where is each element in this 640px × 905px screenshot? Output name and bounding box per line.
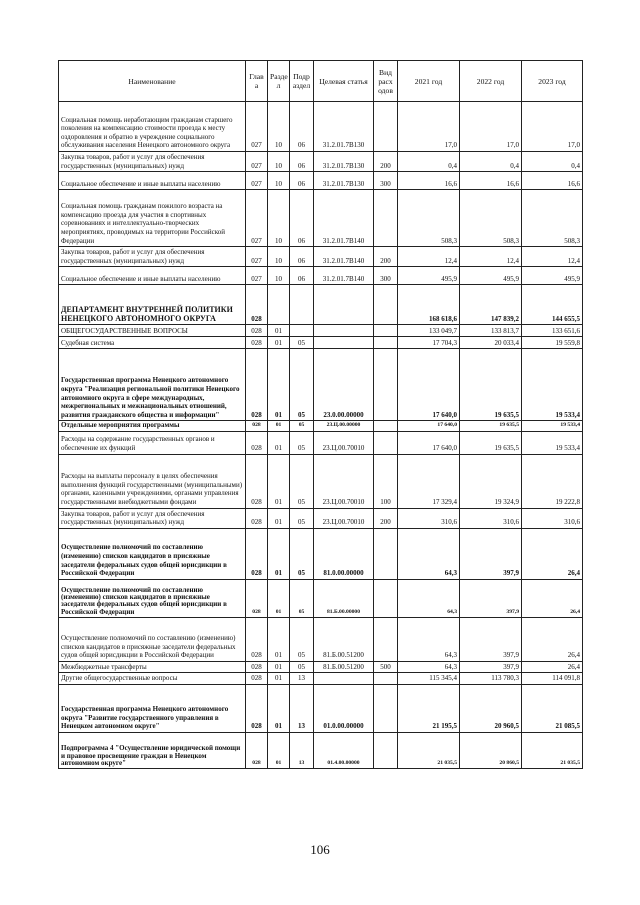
cell-article: 31.2.01.7В140 xyxy=(314,247,374,267)
cell-razdel: 10 xyxy=(268,190,290,247)
cell-2022: 20 960,5 xyxy=(460,684,522,732)
cell-podrazdel: 06 xyxy=(290,190,314,247)
header-glava: Глав а xyxy=(246,61,268,102)
cell-2021: 12,4 xyxy=(398,247,460,267)
cell-name: ДЕПАРТАМЕНТ ВНУТРЕННЕЙ ПОЛИТИКИ НЕНЕЦКОГО АВТОНОМНОГО ОКРУГА xyxy=(59,285,246,325)
cell-2023: 26,4 xyxy=(522,661,583,673)
cell-2023: 19 559,8 xyxy=(522,337,583,349)
table-row xyxy=(59,349,583,421)
table-row xyxy=(59,673,583,685)
header-2023: 2023 год xyxy=(522,61,583,102)
table-row xyxy=(59,337,583,349)
cell-glava: 028 xyxy=(246,285,268,325)
cell-glava: 027 xyxy=(246,152,268,172)
cell-vid: 200 xyxy=(374,508,398,528)
cell-glava: 028 xyxy=(246,684,268,732)
cell-razdel: 01 xyxy=(268,325,290,337)
cell-razdel: 10 xyxy=(268,102,290,152)
cell-2023: 19 533,4 xyxy=(522,349,583,421)
cell-glava: 028 xyxy=(246,528,268,579)
header-2022: 2022 год xyxy=(460,61,522,102)
cell-razdel: 10 xyxy=(268,172,290,190)
cell-podrazdel: 06 xyxy=(290,267,314,285)
cell-vid xyxy=(374,617,398,661)
cell-article: 81.Б.00.51200 xyxy=(314,617,374,661)
cell-2022: 20 860,5 xyxy=(460,732,522,768)
cell-vid xyxy=(374,190,398,247)
cell-article: 23.Ц.00.70010 xyxy=(314,508,374,528)
cell-2022: 495,9 xyxy=(460,267,522,285)
cell-vid: 200 xyxy=(374,247,398,267)
cell-2022: 113 780,3 xyxy=(460,673,522,685)
cell-razdel: 01 xyxy=(268,579,290,617)
cell-2021: 21 195,5 xyxy=(398,684,460,732)
cell-article: 23.0.00.00000 xyxy=(314,349,374,421)
cell-2023: 26,4 xyxy=(522,528,583,579)
cell-2023: 12,4 xyxy=(522,247,583,267)
table-row xyxy=(59,285,583,325)
cell-vid xyxy=(374,528,398,579)
cell-2022: 397,9 xyxy=(460,617,522,661)
table-row xyxy=(59,454,583,508)
cell-podrazdel xyxy=(290,285,314,325)
cell-glava: 028 xyxy=(246,617,268,661)
table-row xyxy=(59,102,583,152)
table-row xyxy=(59,247,583,267)
cell-2022: 17,0 xyxy=(460,102,522,152)
cell-2023: 144 655,5 xyxy=(522,285,583,325)
cell-glava: 027 xyxy=(246,267,268,285)
cell-name: Закупка товаров, работ и услуг для обеспечения государственных (муниципальных) нужд xyxy=(59,508,246,528)
header-razdel: Разде л xyxy=(268,61,290,102)
table-row xyxy=(59,508,583,528)
cell-2022: 0,4 xyxy=(460,152,522,172)
cell-vid: 500 xyxy=(374,661,398,673)
cell-2022: 397,9 xyxy=(460,528,522,579)
cell-2023: 19 222,8 xyxy=(522,454,583,508)
cell-article xyxy=(314,673,374,685)
cell-2022: 19 635,5 xyxy=(460,349,522,421)
cell-razdel: 01 xyxy=(268,421,290,431)
header-article: Целевая статья xyxy=(314,61,374,102)
cell-vid xyxy=(374,431,398,454)
table-row xyxy=(59,661,583,673)
table-row xyxy=(59,528,583,579)
cell-glava: 028 xyxy=(246,337,268,349)
cell-vid xyxy=(374,579,398,617)
cell-razdel: 10 xyxy=(268,152,290,172)
cell-podrazdel xyxy=(290,325,314,337)
cell-vid: 100 xyxy=(374,454,398,508)
cell-glava: 028 xyxy=(246,454,268,508)
cell-2022: 16,6 xyxy=(460,172,522,190)
cell-2022: 133 813,7 xyxy=(460,325,522,337)
cell-2022: 147 839,2 xyxy=(460,285,522,325)
cell-article: 31.2.01.7В130 xyxy=(314,172,374,190)
cell-name: Осуществление полномочий по составлению (изменению) списков кандидатов в присяжные заседатели федеральных судов общей юрисдикции в Российской Федерации xyxy=(59,579,246,617)
cell-2021: 168 618,6 xyxy=(398,285,460,325)
cell-2021: 0,4 xyxy=(398,152,460,172)
cell-glava: 028 xyxy=(246,349,268,421)
cell-razdel: 10 xyxy=(268,247,290,267)
cell-2022: 19 635,5 xyxy=(460,431,522,454)
cell-2022: 19 635,5 xyxy=(460,421,522,431)
cell-2023: 26,4 xyxy=(522,617,583,661)
cell-name: Межбюджетные трансферты xyxy=(59,661,246,673)
cell-2021: 64,3 xyxy=(398,579,460,617)
cell-glava: 028 xyxy=(246,732,268,768)
cell-article: 81.Б.00.51200 xyxy=(314,661,374,673)
cell-razdel: 01 xyxy=(268,617,290,661)
cell-name: Закупка товаров, работ и услуг для обеспечения государственных (муниципальных) нужд xyxy=(59,152,246,172)
cell-2023: 21 035,5 xyxy=(522,732,583,768)
table-row xyxy=(59,617,583,661)
cell-glava: 028 xyxy=(246,431,268,454)
cell-name: Социальная помощь гражданам пожилого возраста на компенсацию проезда для участия в спортивных соревнованиях и интеллектуально-творческих мероприятиях, проводимых на территории Российской Федерации xyxy=(59,190,246,247)
cell-glava: 027 xyxy=(246,247,268,267)
cell-2021: 17 640,0 xyxy=(398,421,460,431)
budget-table-container xyxy=(58,60,583,769)
table-row xyxy=(59,267,583,285)
cell-podrazdel: 05 xyxy=(290,508,314,528)
cell-podrazdel: 05 xyxy=(290,528,314,579)
cell-name: Государственная программа Ненецкого автономного округа "Реализация региональной политики Ненецкого автономного округа в сфере международных, межрегиональных и межнациональных отношений, развития гражданского общества и информации" xyxy=(59,349,246,421)
cell-2022: 397,9 xyxy=(460,661,522,673)
cell-podrazdel: 05 xyxy=(290,337,314,349)
cell-2022: 20 033,4 xyxy=(460,337,522,349)
cell-article: 31.2.01.7В140 xyxy=(314,267,374,285)
cell-razdel xyxy=(268,285,290,325)
cell-razdel: 01 xyxy=(268,349,290,421)
table-row xyxy=(59,190,583,247)
cell-glava: 028 xyxy=(246,579,268,617)
cell-vid xyxy=(374,337,398,349)
cell-article: 01.0.00.00000 xyxy=(314,684,374,732)
cell-vid xyxy=(374,325,398,337)
cell-article: 31.2.01.7В130 xyxy=(314,152,374,172)
cell-glava: 028 xyxy=(246,508,268,528)
cell-name: Социальное обеспечение и иные выплаты населению xyxy=(59,172,246,190)
cell-name: Отдельные мероприятия программы xyxy=(59,421,246,431)
cell-2021: 21 035,5 xyxy=(398,732,460,768)
cell-glava: 027 xyxy=(246,190,268,247)
page-number: 106 xyxy=(310,842,330,857)
table-row xyxy=(59,152,583,172)
table-row xyxy=(59,325,583,337)
cell-vid: 200 xyxy=(374,152,398,172)
cell-2021: 16,6 xyxy=(398,172,460,190)
cell-vid: 300 xyxy=(374,267,398,285)
cell-2023: 508,3 xyxy=(522,190,583,247)
cell-article: 81.Б.00.00000 xyxy=(314,579,374,617)
cell-2023: 16,6 xyxy=(522,172,583,190)
cell-article xyxy=(314,325,374,337)
cell-2022: 397,9 xyxy=(460,579,522,617)
cell-2021: 17,0 xyxy=(398,102,460,152)
cell-name: Социальная помощь неработающим гражданам старшего поколения на компенсацию стоимости проезда к месту оздоровления и обратно в учреждение социального обслуживания населения Ненецкого автономного округа xyxy=(59,102,246,152)
cell-podrazdel: 13 xyxy=(290,673,314,685)
cell-2023: 26,4 xyxy=(522,579,583,617)
cell-vid: 300 xyxy=(374,172,398,190)
cell-2021: 64,3 xyxy=(398,661,460,673)
cell-name: ОБЩЕГОСУДАРСТВЕННЫЕ ВОПРОСЫ xyxy=(59,325,246,337)
cell-name: Государственная программа Ненецкого автономного округа "Развитие государственного управления в Ненецком автономном округе" xyxy=(59,684,246,732)
table-row xyxy=(59,579,583,617)
cell-glava: 027 xyxy=(246,172,268,190)
cell-podrazdel: 06 xyxy=(290,247,314,267)
cell-article: 81.0.00.00000 xyxy=(314,528,374,579)
cell-podrazdel: 05 xyxy=(290,431,314,454)
cell-2022: 19 324,9 xyxy=(460,454,522,508)
cell-vid xyxy=(374,421,398,431)
cell-2021: 17 329,4 xyxy=(398,454,460,508)
cell-glava: 028 xyxy=(246,421,268,431)
cell-glava: 028 xyxy=(246,661,268,673)
budget-table xyxy=(58,60,583,769)
header-vid: Вид расх одов xyxy=(374,61,398,102)
cell-razdel: 01 xyxy=(268,431,290,454)
cell-name: Осуществление полномочий по составлению (изменению) списков кандидатов в присяжные заседатели федеральных судов общей юрисдикции в Российской Федерации xyxy=(59,617,246,661)
cell-name: Расходы на содержание государственных органов и обеспечение их функций xyxy=(59,431,246,454)
cell-2021: 17 640,0 xyxy=(398,349,460,421)
cell-article: 31.2.01.7В140 xyxy=(314,190,374,247)
cell-razdel: 10 xyxy=(268,267,290,285)
cell-2023: 114 091,8 xyxy=(522,673,583,685)
cell-2022: 12,4 xyxy=(460,247,522,267)
cell-vid xyxy=(374,684,398,732)
cell-2022: 508,3 xyxy=(460,190,522,247)
cell-razdel: 01 xyxy=(268,337,290,349)
table-row xyxy=(59,732,583,768)
cell-article: 31.2.01.7В130 xyxy=(314,102,374,152)
cell-2021: 508,3 xyxy=(398,190,460,247)
cell-2023: 0,4 xyxy=(522,152,583,172)
cell-name: Социальное обеспечение и иные выплаты населению xyxy=(59,267,246,285)
cell-name: Другие общегосударственные вопросы xyxy=(59,673,246,685)
cell-2022: 310,6 xyxy=(460,508,522,528)
cell-article: 01.4.00.00000 xyxy=(314,732,374,768)
cell-article: 23.Ц.00.70010 xyxy=(314,431,374,454)
cell-podrazdel: 05 xyxy=(290,421,314,431)
header-name: Наименование xyxy=(59,61,246,102)
cell-article xyxy=(314,285,374,325)
cell-podrazdel: 06 xyxy=(290,152,314,172)
cell-name: Осуществление полномочий по составлению (изменению) списков кандидатов в присяжные заседатели федеральных судов общей юрисдикции в Российской Федерации xyxy=(59,528,246,579)
cell-2021: 115 345,4 xyxy=(398,673,460,685)
cell-vid xyxy=(374,285,398,325)
cell-2023: 19 533,4 xyxy=(522,431,583,454)
cell-2021: 17 640,0 xyxy=(398,431,460,454)
cell-glava: 027 xyxy=(246,102,268,152)
cell-razdel: 01 xyxy=(268,528,290,579)
cell-podrazdel: 05 xyxy=(290,579,314,617)
cell-glava: 028 xyxy=(246,325,268,337)
cell-2021: 133 049,7 xyxy=(398,325,460,337)
cell-2023: 17,0 xyxy=(522,102,583,152)
cell-razdel: 01 xyxy=(268,673,290,685)
cell-razdel: 01 xyxy=(268,454,290,508)
cell-vid xyxy=(374,673,398,685)
cell-2021: 17 704,3 xyxy=(398,337,460,349)
header-row xyxy=(59,61,583,102)
table-row xyxy=(59,421,583,431)
cell-podrazdel: 05 xyxy=(290,661,314,673)
header-2021: 2021 год xyxy=(398,61,460,102)
cell-razdel: 01 xyxy=(268,732,290,768)
cell-name: Закупка товаров, работ и услуг для обеспечения государственных (муниципальных) нужд xyxy=(59,247,246,267)
cell-2023: 310,6 xyxy=(522,508,583,528)
cell-podrazdel: 05 xyxy=(290,454,314,508)
cell-2023: 21 085,5 xyxy=(522,684,583,732)
cell-name: Расходы на выплаты персоналу в целях обеспечения выполнения функций государственными (муниципальными) органами, казенными учреждениями, органами управления государственными внебюджетными фондами xyxy=(59,454,246,508)
cell-2021: 495,9 xyxy=(398,267,460,285)
table-row xyxy=(59,684,583,732)
table-row xyxy=(59,431,583,454)
cell-name: Подпрограмма 4 "Осуществление юридической помощи и правовое просвещение граждан в Ненецком автономном округе" xyxy=(59,732,246,768)
cell-vid xyxy=(374,349,398,421)
cell-article xyxy=(314,337,374,349)
cell-2021: 310,6 xyxy=(398,508,460,528)
cell-2021: 64,3 xyxy=(398,528,460,579)
table-row xyxy=(59,172,583,190)
cell-vid xyxy=(374,732,398,768)
cell-razdel: 01 xyxy=(268,661,290,673)
cell-podrazdel: 13 xyxy=(290,684,314,732)
cell-podrazdel: 05 xyxy=(290,617,314,661)
cell-podrazdel: 06 xyxy=(290,172,314,190)
cell-2023: 495,9 xyxy=(522,267,583,285)
cell-2023: 19 533,4 xyxy=(522,421,583,431)
table-body xyxy=(59,102,583,769)
cell-name: Судебная система xyxy=(59,337,246,349)
cell-vid xyxy=(374,102,398,152)
cell-article: 23.Ц.00.70010 xyxy=(314,454,374,508)
header-podrazdel: Подр аздел xyxy=(290,61,314,102)
cell-article: 23.Ц.00.00000 xyxy=(314,421,374,431)
cell-razdel: 01 xyxy=(268,684,290,732)
cell-podrazdel: 13 xyxy=(290,732,314,768)
cell-podrazdel: 06 xyxy=(290,102,314,152)
cell-razdel: 01 xyxy=(268,508,290,528)
cell-podrazdel: 05 xyxy=(290,349,314,421)
cell-glava: 028 xyxy=(246,673,268,685)
cell-2021: 64,3 xyxy=(398,617,460,661)
cell-2023: 133 651,6 xyxy=(522,325,583,337)
